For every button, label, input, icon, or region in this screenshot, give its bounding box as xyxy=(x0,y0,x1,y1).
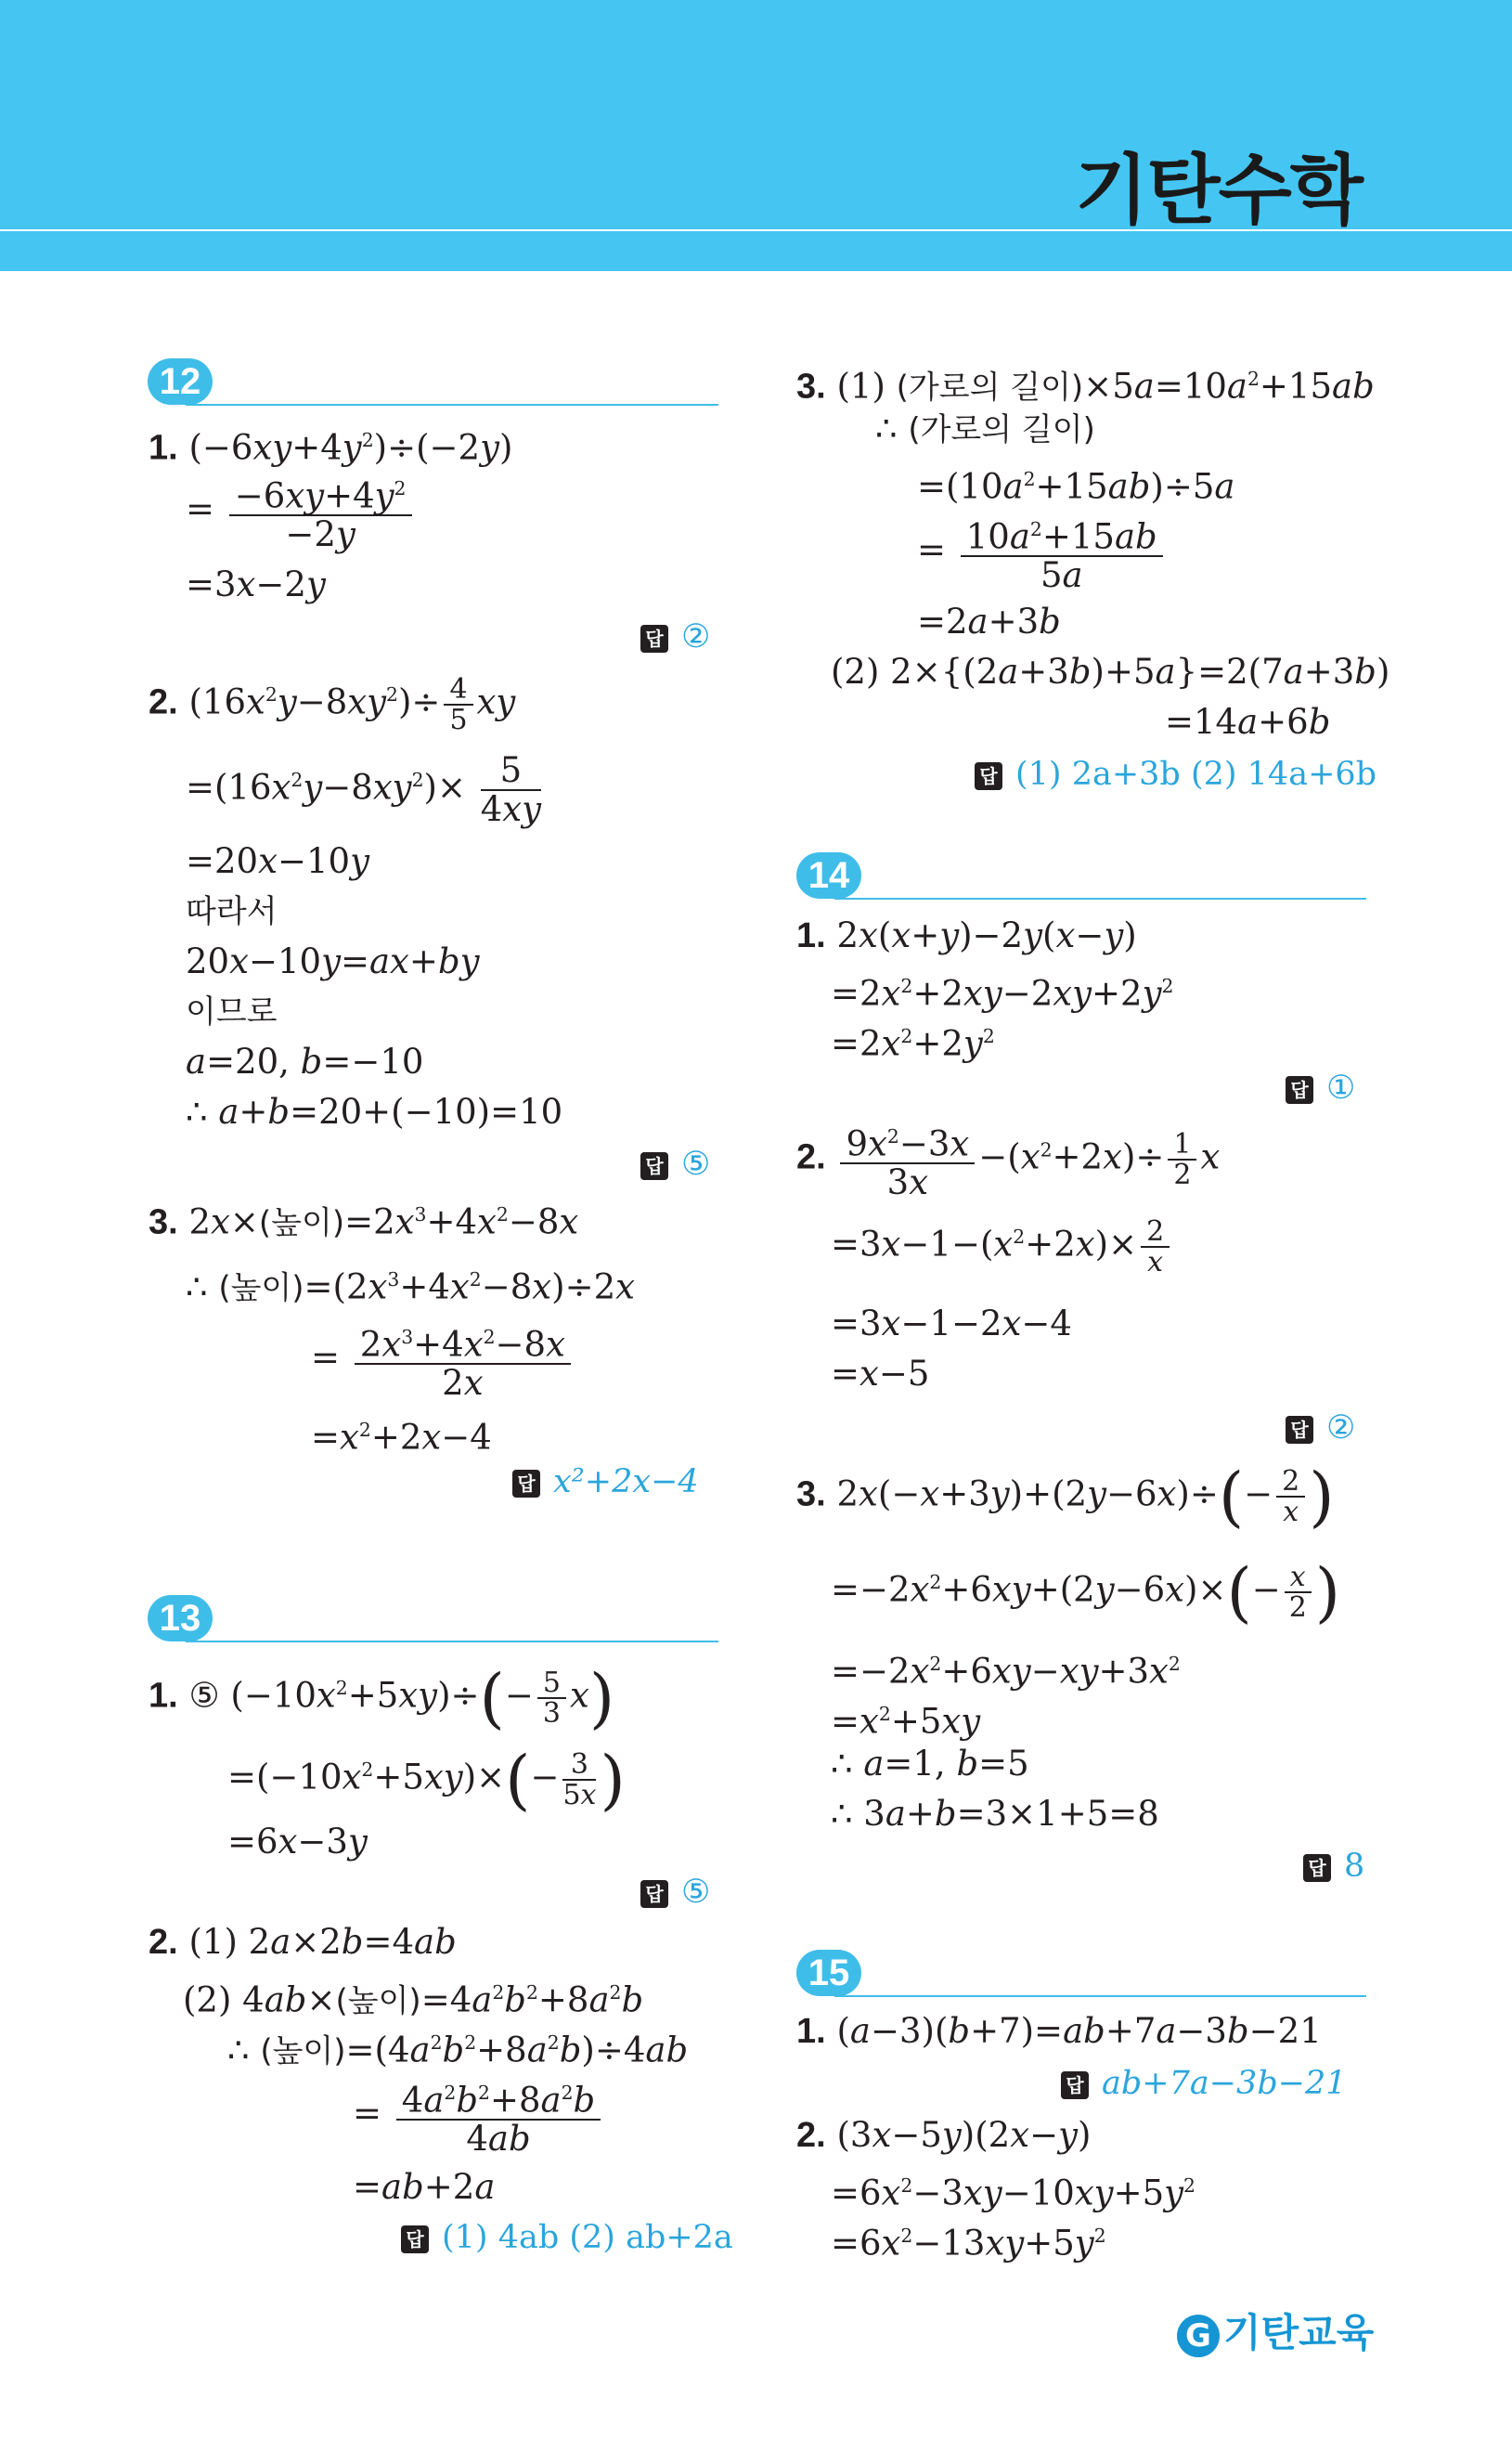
s15-p2-line2: $=6x^2-3xy-10xy+5y^2$ xyxy=(831,2173,1195,2213)
s13-p2-line5: =ab+2a xyxy=(353,2167,496,2207)
s12-p3-line2: ∴ (높이)$=(2x^3+4x^2-8x)\div 2x$ xyxy=(186,1266,635,1307)
s12-p4-line1: 3. (1) (가로의 길이)$\times 5a=10a^2+15ab$ xyxy=(796,366,1375,407)
s12-p4-answer: 답 (1) 2a+3b (2) 14a+6b xyxy=(975,754,1376,795)
section-15-rule xyxy=(834,1995,1366,1997)
s12-p2-line4: 20x−10y=ax+by xyxy=(186,941,480,981)
s12-p4-line4: = $\frac{10a^2+15ab}{5a}$ xyxy=(917,511,1167,594)
s15-p1-line1: 1. (a−3)(b+7)=ab+7a−3b−21 xyxy=(796,2011,1322,2051)
s14-p3-line4: $=x^2+5xy$ xyxy=(831,1701,981,1742)
s14-p1-line1: 1. 2x(x+y)−2y(x−y) xyxy=(796,915,1137,955)
s13-p2-line3: ∴ (높이)$=(4a^2b^2+8a^2b)\div 4ab$ xyxy=(227,2030,689,2070)
s13-p1-line2: $=(-10x^2+5xy)\times(-$ $\frac{3}{5x}$ ) xyxy=(227,1741,626,1818)
s12-p2-line2: $=(16x^2y-8xy^2)\times$ $\frac{5}{4xy}$ xyxy=(186,750,542,829)
s14-p1-line2: $=2x^2+2xy-2xy+2y^2$ xyxy=(831,973,1174,1014)
s13-p1-answer: 답 ⑤ xyxy=(640,1872,710,1913)
s15-p2-line3: $=6x^2-13xy+5y^2$ xyxy=(831,2223,1106,2264)
s12-p2-line3: =20x−10y xyxy=(186,841,369,881)
s14-p2-line2: $=3x-1-(x^2+2x)\times$ $\frac{2}{x}$ xyxy=(831,1216,1173,1277)
s14-p3-line2: $=-2x^2+6xy+(2y-6x)\times(-$ $\frac{x}{2}$ ) xyxy=(831,1553,1341,1630)
s14-p2-line1: 2. $\frac{9x^2-3x}{3x}$ $-(x^2+2x)\div$ $\frac{1}{2}$ x xyxy=(796,1118,1220,1201)
s13-p2-line1: 2. (1) 2a×2b=4ab xyxy=(149,1922,457,1962)
s14-p3-line6: ∴ 3a+b=3×1+5=8 xyxy=(831,1794,1159,1834)
s12-p4-line6: (2) 2×{(2a+3b)+5a}=2(7a+3b) xyxy=(831,652,1390,692)
s15-p2-line1: 2. (3x−5y)(2x−y) xyxy=(796,2115,1092,2155)
s12-p2-text2: 이므로 xyxy=(186,993,278,1031)
s12-p1-line3: =3x−2y xyxy=(186,564,326,604)
s14-p3-answer: 답 8 xyxy=(1303,1846,1364,1887)
s12-p1-line2: = $\frac{-6xy+4y^2}{-2y}$ xyxy=(186,470,416,553)
s13-p2-line2: (2) 4ab×(높이)$=4a^2b^2+8a^2b$ xyxy=(183,1979,644,2020)
s13-p2-line4: = $\frac{4a^2b^2+8a^2b}{4ab}$ xyxy=(353,2074,604,2158)
section-14-badge: 14 xyxy=(796,852,861,899)
book-title: 기탄수학 xyxy=(1075,147,1362,235)
s12-p3-answer: 답 x²+2x−4 xyxy=(512,1461,699,1502)
s13-p1-line1: 1. ⑤ $(-10x^2+5xy)\div(-$ $\frac{5}{3}$ x) xyxy=(149,1659,615,1736)
answer-label: 답 xyxy=(640,625,668,653)
s14-p3-line3: $=-2x^2+6xy-xy+3x^2$ xyxy=(831,1651,1181,1692)
section-12-badge: 12 xyxy=(148,358,213,405)
s14-p3-line1: 3. 2x(−x+3y)+(2y−6x)÷(− $\frac{2}{x}$ ) xyxy=(796,1459,1335,1535)
section-14-rule xyxy=(834,898,1366,900)
page-header xyxy=(0,0,1512,271)
publisher-logo xyxy=(1177,2303,1374,2358)
s14-p2-answer: 답 ② xyxy=(1286,1408,1355,1448)
s13-p2-answer: 답 (1) 4ab (2) ab+2a xyxy=(401,2217,733,2258)
s12-p1-answer: 답 ② xyxy=(640,616,710,657)
publisher-name: 기탄교육 xyxy=(1223,2310,1375,2355)
s12-p3-line1: 3. 2x×(높이)$=2x^3+4x^2-8x$ xyxy=(149,1201,579,1242)
s12-p3-line4: $=x^2+2x-4$ xyxy=(311,1417,492,1458)
s12-p2-text1: 따라서 xyxy=(186,893,278,930)
s12-p2-line5: a=20, b=−10 xyxy=(186,1042,424,1082)
s15-p1-answer: 답 ab+7a−3b−21 xyxy=(1061,2063,1347,2104)
s12-p1-line1: 1. $(-6xy+4y^2)\div(-2y)$ xyxy=(149,427,513,468)
section-13-badge: 13 xyxy=(148,1595,213,1641)
s14-p1-answer: 답 ① xyxy=(1286,1068,1355,1109)
s14-p2-line4: =x−5 xyxy=(831,1354,930,1394)
section-12-rule xyxy=(186,404,718,406)
section-13-rule xyxy=(186,1641,718,1642)
s12-p2-line6: ∴ a+b=20+(−10)=10 xyxy=(186,1092,563,1132)
s14-p3-line5: ∴ a=1, b=5 xyxy=(831,1744,1029,1784)
s12-p2-line1: 2. $(16x^2y-8xy^2)\div$ $\frac{4}{5}$ xy xyxy=(149,672,516,736)
s12-p4-line2: ∴ (가로의 길이) xyxy=(875,409,1095,448)
g-logo-icon: G xyxy=(1177,2315,1220,2357)
s12-p3-line3: = $\frac{2x^3+4x^2-8x}{2x}$ xyxy=(311,1318,575,1402)
section-15-badge: 15 xyxy=(796,1950,861,1996)
s14-p1-line3: $=2x^2+2y^2$ xyxy=(831,1023,995,1064)
s12-p2-answer: 답 ⑤ xyxy=(640,1144,710,1185)
s12-p4-line3: $=(10a^2+15ab)\div 5a$ xyxy=(917,466,1235,507)
s13-p1-line3: =6x−3y xyxy=(227,1822,368,1862)
s12-p4-line7: =14a+6b xyxy=(1165,702,1331,742)
s12-p4-line5: =2a+3b xyxy=(917,602,1061,642)
s14-p2-line3: =3x−1−2x−4 xyxy=(831,1304,1072,1343)
